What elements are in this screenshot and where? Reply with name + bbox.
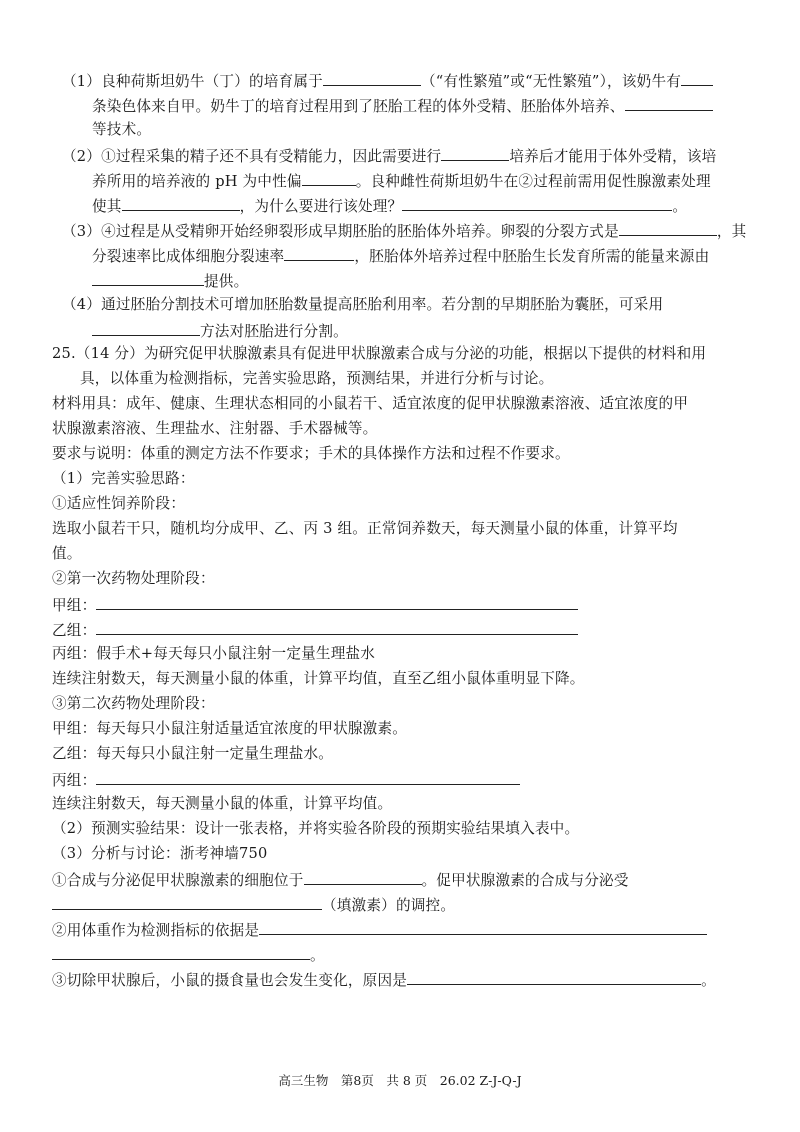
q25-sub3-q3-end: 。: [701, 972, 716, 989]
q25-stage1-line1: [52, 519, 678, 539]
q24-part1-text-a: （1）良种荷斯坦奶牛（丁）的培育属于: [62, 73, 323, 90]
q25-sub3-q1-line2: [52, 894, 455, 916]
q25-stage1-title-text: ①适应性饲养阶段：: [52, 495, 186, 512]
q25-sub3-q2-line2: [52, 944, 325, 966]
q25-stage3-after-line: [52, 794, 392, 814]
q24-part3-text-e: 提供。: [204, 273, 249, 290]
q24-part1-line1: [62, 70, 713, 92]
q25-stage2-bing-line: [52, 644, 375, 664]
q24-part3-text-a: （3）④过程是从受精卵开始经卵裂形成早期胚胎的胚胎体外培养。卵裂的分裂方式是: [62, 223, 619, 240]
q24-part3-text-b: ，其: [716, 223, 747, 240]
q25-stage2-title: [52, 569, 215, 589]
q24-part4-line2: [92, 320, 348, 342]
q25-blank-stage2-jia: [96, 594, 578, 610]
q25-sub3-q2-text: ②用体重作为检测指标的依据是: [52, 922, 260, 939]
q24-blank-superovulation: [122, 195, 240, 211]
q24-part1-text-c: 条染色体来自甲。奶牛丁的培育过程用到了胚胎工程的体外受精、胚胎体外培养、: [92, 98, 625, 115]
q24-blank-division-type: [619, 220, 717, 236]
page-footer: 高三生物 第8页 共 8 页 26.02 Z-J-Q-J: [278, 1073, 522, 1088]
q24-part2-line3: [92, 195, 687, 217]
q25-sub3-title-text: （3）分析与讨论：浙考神墙750: [52, 845, 268, 862]
q24-part1-line2: [92, 95, 713, 117]
q25-intro-line1: [52, 344, 706, 364]
q25-stage2-yi-line: [52, 619, 578, 641]
q25-stage2-after-text: 连续注射数天，每天测量小鼠的体重，计算平均值，直至乙组小鼠体重明显下降。: [52, 670, 585, 687]
q25-stage1-title: [52, 494, 185, 514]
q24-part2-line1: [62, 145, 716, 167]
q24-part2-text-b: 培养后才能用于体外受精，该培: [509, 148, 717, 165]
q25-sub3-q3-line: [52, 969, 716, 991]
q24-blank-split-method: [92, 320, 200, 336]
q25-requirements-text: 要求与说明：体重的测定方法不作要求；手术的具体操作方法和过程不作要求。: [52, 445, 570, 462]
q25-stage3-jia-line: [52, 719, 407, 739]
q24-part2-text-d: 。良种雌性荷斯坦奶牛在②过程前需用促性腺激素处理: [355, 173, 711, 190]
q25-blank-stage3-bing: [96, 769, 520, 785]
q25-stage3-yi-line: [52, 744, 333, 764]
q25-stage3-jia-text: 甲组：每天每只小鼠注射适量适宜浓度的甲状腺激素。: [52, 720, 408, 737]
q25-stage2-jia-label: 甲组：: [52, 597, 97, 614]
q25-materials-text2: 状腺激素溶液、生理盐水、注射器、手术器械等。: [52, 420, 378, 437]
q24-blank-capacitation: [441, 145, 509, 161]
q25-sub3-q3-text: ③切除甲状腺后，小鼠的摄食量也会发生变化，原因是: [52, 972, 408, 989]
q24-blank-division-rate: [284, 245, 354, 261]
q25-stage1-text1: 选取小鼠若干只，随机均分成甲、乙、丙 3 组。正常饲养数天，每天测量小鼠的体重，计算平均: [52, 520, 678, 537]
q25-blank-basis-line2: [52, 944, 310, 960]
q25-sub3-q2-end: 。: [310, 947, 325, 964]
q25-sub2-line: [52, 819, 579, 839]
q25-intro-line2: [80, 369, 553, 389]
q24-blank-energy-source: [92, 270, 204, 286]
q25-requirements-line: [52, 444, 570, 464]
q24-part3-line2: [92, 245, 709, 267]
q25-sub3-q1-line1: [52, 869, 629, 891]
q25-stage2-title-text: ②第一次药物处理阶段：: [52, 570, 215, 587]
q25-intro-text1: 25.（14 分）为研究促甲状腺激素具有促进甲状腺激素合成与分泌的功能，根据以下提供的材料和用: [52, 345, 707, 362]
q25-stage3-title-text: ③第二次药物处理阶段：: [52, 695, 215, 712]
q24-part1-text-d: 等技术。: [92, 121, 152, 138]
q25-materials-line1: [52, 394, 688, 414]
q24-part2-text-f: ，为什么要进行该处理？: [239, 198, 403, 215]
q25-sub3-q1-text-b: 。促甲状腺激素的合成与分泌受: [421, 872, 629, 889]
q25-sub1-title: [52, 469, 195, 489]
q24-part4-text-b: 方法对胚胎进行分割。: [200, 323, 348, 340]
q25-materials-line2: [52, 419, 377, 439]
q24-part3-line3: [92, 270, 248, 292]
q25-stage2-bing-text: 丙组：假手术+每天每只小鼠注射一定量生理盐水: [52, 645, 376, 662]
q25-materials-text1: 材料用具：成年、健康、生理状态相同的小鼠若干、适宜浓度的促甲状腺激素溶液、适宜浓度的甲: [52, 395, 689, 412]
q25-sub3-title: [52, 844, 267, 864]
q24-part2-text-c: 养所用的培养液的 pH 为中性偏: [92, 173, 302, 190]
q24-part1-line3: [92, 120, 151, 140]
q25-intro-text2: 具，以体重为检测指标，完善实验思路，预测结果，并进行分析与讨论。: [80, 370, 554, 387]
q25-blank-stage2-yi: [96, 619, 578, 635]
q24-part3-text-d: ，胚胎体外培养过程中胚胎生长发育所需的能量来源由: [354, 248, 710, 265]
q24-part3-text-c: 分裂速率比成体细胞分裂速率: [92, 248, 285, 265]
q25-stage3-bing-line: [52, 769, 520, 791]
q25-blank-cell-location: [304, 869, 422, 885]
q25-sub1-title-text: （1）完善实验思路：: [52, 470, 195, 487]
q24-part3-line1: [62, 220, 746, 242]
q25-stage3-bing-label: 丙组：: [52, 772, 97, 789]
q24-blank-technique: [625, 95, 713, 111]
q24-blank-reason: [402, 195, 672, 211]
q25-stage2-yi-label: 乙组：: [52, 622, 97, 639]
q24-blank-reproduction-type: [323, 70, 421, 86]
q25-stage1-text2: 值。: [52, 545, 82, 562]
q25-blank-regulating-hormone: [52, 894, 322, 910]
q25-stage3-yi-text: 乙组：每天每只小鼠注射一定量生理盐水。: [52, 745, 334, 762]
q24-blank-ph: [302, 170, 356, 186]
q24-part2-text-a: （2）①过程采集的精子还不具有受精能力，因此需要进行: [62, 148, 442, 165]
q25-stage3-title: [52, 694, 215, 714]
q25-blank-food-intake-reason: [407, 969, 701, 985]
q25-sub3-q1-text-a: ①合成与分泌促甲状腺激素的细胞位于: [52, 872, 304, 889]
q24-part4-line1: [62, 295, 663, 315]
q24-part2-line2: [92, 170, 711, 192]
q25-sub2-text: （2）预测实验结果：设计一张表格，并将实验各阶段的预期实验结果填入表中。: [52, 820, 580, 837]
q25-blank-basis-line1: [259, 919, 707, 935]
q24-part2-text-g: 。: [672, 198, 688, 215]
q24-part4-text-a: （4）通过胚胎分割技术可增加胚胎数量提高胚胎利用率。若分割的早期胚胎为囊胚，可采用: [62, 296, 664, 313]
q24-blank-chromosome-count: [681, 70, 713, 86]
q24-part1-text-b: （“有性繁殖”或“无性繁殖”），该奶牛有: [420, 73, 682, 90]
q25-stage1-line2: [52, 544, 82, 564]
q24-part2-text-e: 使其: [92, 198, 122, 215]
q25-stage2-after-line: [52, 669, 585, 689]
q25-stage2-jia-line: [52, 594, 578, 616]
q25-stage3-after-text: 连续注射数天，每天测量小鼠的体重，计算平均值。: [52, 795, 393, 812]
q25-sub3-q1-text-c: （填激素）的调控。: [322, 897, 456, 914]
q25-sub3-q2-line1: [52, 919, 707, 941]
